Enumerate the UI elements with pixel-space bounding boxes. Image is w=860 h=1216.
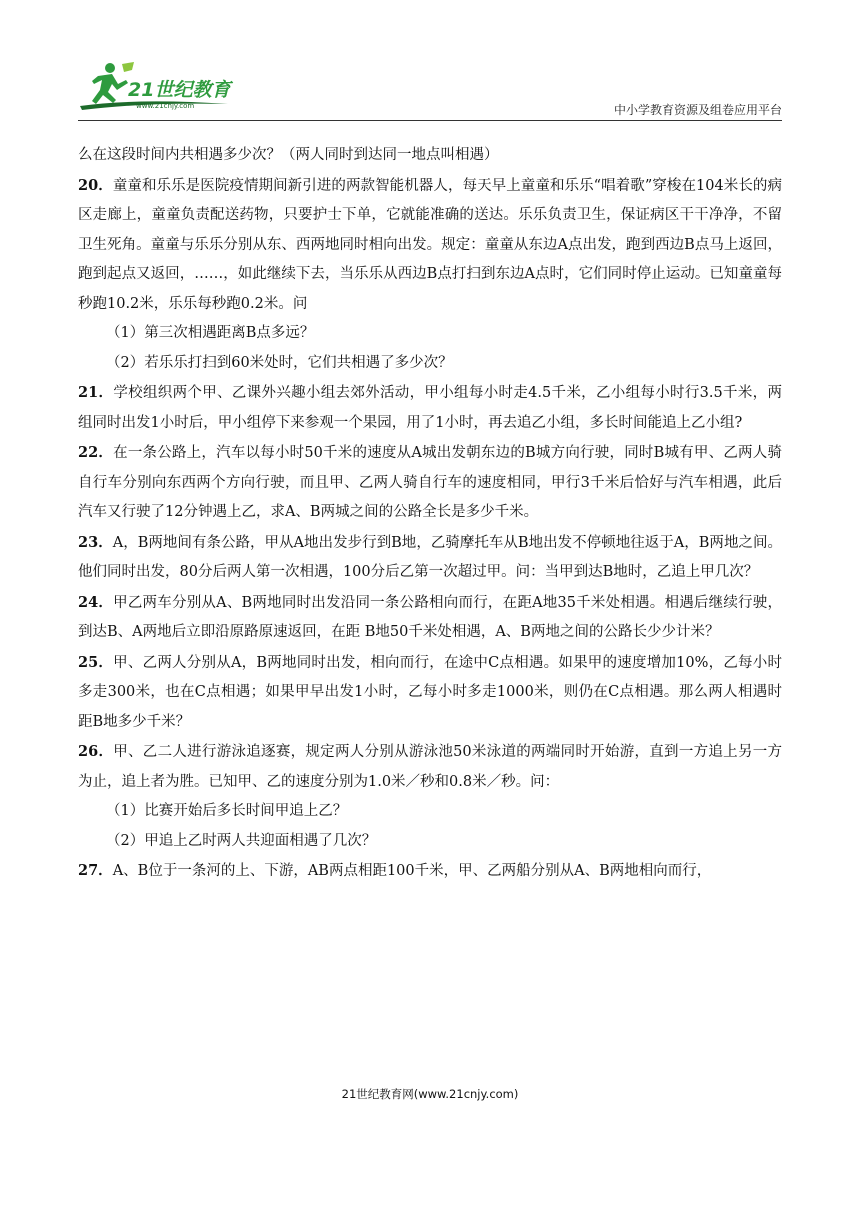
question-number: 23． <box>78 533 113 551</box>
question-text: 甲乙两车分别从A、B两地同时出发沿同一条公路相向而行，在距A地35千米处相遇。相遇后继续行驶，到达B、A两地后立即沿原路原速返回，在距 B地50千米处相遇，A、B两地之间的公路长少少计米？ <box>78 594 782 640</box>
question-text: 童童和乐乐是医院疫情期间新引进的两款智能机器人，每天早上童童和乐乐“唱着歌”穿梭在104米长的病区走廊上，童童负责配送药物，只要护士下单，它就能准确的送达。乐乐负责卫生，保证病区干干净净，不留卫生死角。童童与乐乐分别从东、西两地同时相向出发。规定：童童从东边A点出发，跑到西边B点马上返回，跑到起点又返回，……，如此继续下去，当乐乐从西边B点打扫到东边A点时，它们同时停止运动。已知童童每秒跑10.2米，乐乐每秒跑0.2米。问 <box>78 177 782 312</box>
question-paragraph <box>78 648 782 738</box>
question-number: 22． <box>78 444 114 461</box>
header-divider <box>78 120 782 121</box>
question-paragraph <box>78 171 782 320</box>
question-paragraph <box>78 588 782 648</box>
question-text: 甲、乙二人进行游泳追逐赛，规定两人分别从游泳池50米泳道的两端同时开始游，直到一方追上另一方为止，追上者为胜。已知甲、乙的速度分别为1.0米／秒和0.8米／秒。问： <box>78 744 782 790</box>
question-number: 24． <box>78 593 114 611</box>
logo-subtext: www.21cnjy.com <box>136 102 195 110</box>
question-paragraph <box>78 141 782 171</box>
question-number: 25． <box>78 653 114 671</box>
question-text: （2）若乐乐打扫到60米处时，它们共相遇了多少次？ <box>106 354 453 371</box>
question-number: 20． <box>78 176 113 194</box>
logo-icon <box>78 58 258 112</box>
page-header <box>0 0 860 130</box>
question-text: A、B位于一条河的上、下游，AB两点相距100千米，甲、乙两船分别从A、B两地相向而行， <box>112 863 712 879</box>
question-text: （2）甲追上乙时两人共迎面相遇了几次？ <box>106 832 377 849</box>
sub-question <box>78 349 782 379</box>
document-body <box>78 141 782 887</box>
logo-text: 21世纪教育 <box>128 79 231 101</box>
question-paragraph <box>78 528 782 588</box>
question-paragraph <box>78 378 782 438</box>
question-number: 27． <box>78 862 113 879</box>
sub-question <box>78 827 782 857</box>
question-text: 学校组织两个甲、乙课外兴趣小组去郊外活动，甲小组每小时走4.5千米，乙小组每小时行3.5千米，两组同时出发1小时后，甲小组停下来参观一个果园，用了1小时，再去追乙小组，多长时间能追上乙小组? <box>78 385 782 431</box>
question-text: A，B两地间有条公路，甲从A地出发步行到B地，乙骑摩托车从B地出发不停顿地往返于A，B两地之间。他们同时出发，80分后两人第一次相遇，100分后乙第一次超过甲。问：当甲到达B地时，乙追上甲几次？ <box>78 534 782 580</box>
question-text: （1）第三次相遇距离B点多远？ <box>106 325 315 341</box>
sub-question <box>78 797 782 827</box>
question-paragraph <box>78 737 782 797</box>
question-text: 甲、乙两人分别从A，B两地同时出发，相向而行，在途中C点相遇。如果甲的速度增加10%，乙每小时多走300米，也在C点相遇；如果甲早出发1小时，乙每小时多走1000米，则仍在C点相遇。那么两人相遇时距B地多少千米？ <box>78 654 782 730</box>
question-paragraph <box>78 438 782 528</box>
header-platform-text: 中小学教育资源及组卷应用平台 <box>613 103 782 117</box>
sub-question <box>78 319 782 349</box>
question-text: 么在这段时间内共相遇多少次？（两人同时到达同一地点叫相遇） <box>78 147 499 163</box>
question-number: 26． <box>78 743 114 760</box>
page-footer: 21世纪教育网(www.21cnjy.com) <box>341 1087 519 1101</box>
question-text: （1）比赛开始后多长时间甲追上乙？ <box>106 803 348 819</box>
question-text: 在一条公路上，汽车以每小时50千米的速度从A城出发朝东边的B城方向行驶，同时B城有甲、乙两人骑自行车分别向东西两个方向行驶，而且甲、乙两人骑自行车的速度相同，甲行3千米后恰好与汽车相遇，此后汽车又行驶了12分钟遇上乙，求A、B两城之间的公路全长是多少千米。 <box>78 445 782 520</box>
question-number: 21． <box>78 384 114 401</box>
question-paragraph <box>78 856 782 887</box>
